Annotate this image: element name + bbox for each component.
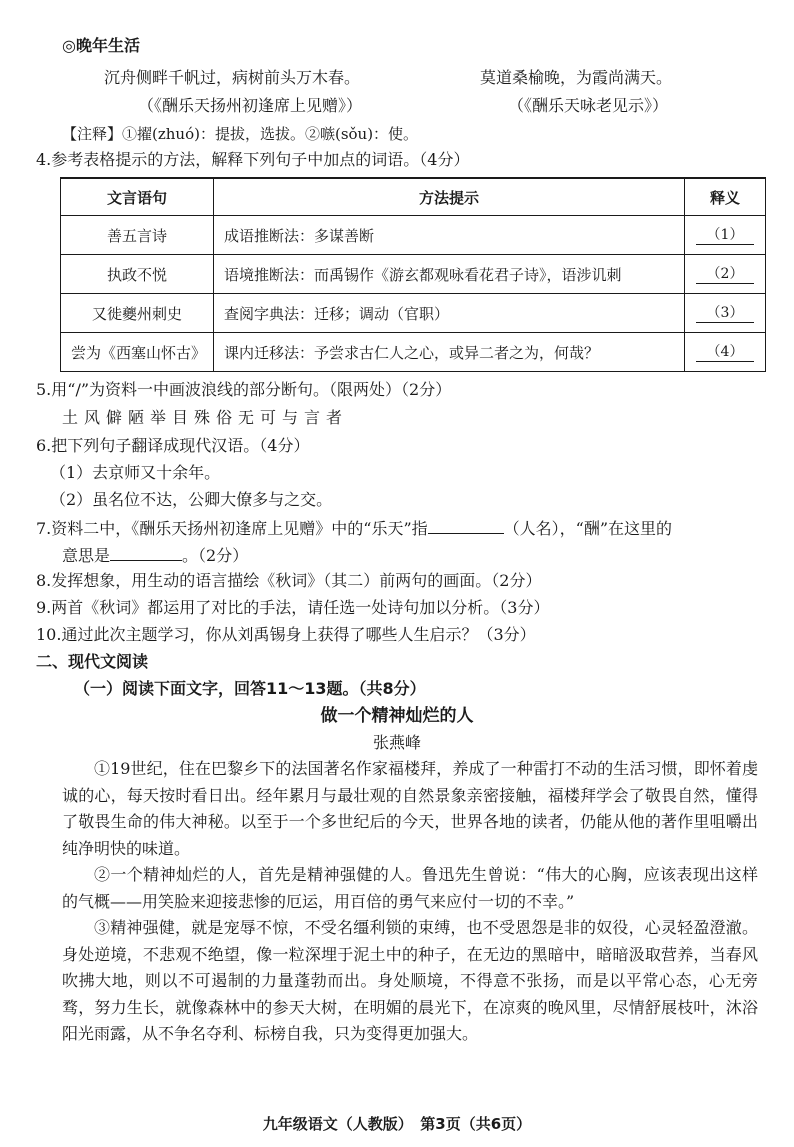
question-7-blank-name[interactable] bbox=[428, 517, 504, 534]
paragraph-2: ②一个精神灿烂的人，首先是精神强健的人。鲁迅先生曾说：“伟大的心胸，应该表现出这样的气概——用笑脸来迎接悲惨的厄运，用百倍的勇气来应付一切的不幸。” bbox=[62, 865, 758, 911]
question-7-text-c: 意思是 bbox=[62, 546, 111, 565]
question-5-stem: 5.用“/”为资料一中画波浪线的部分断句。（限两处）（2分） bbox=[36, 380, 452, 399]
question-7-text-b: （人名），“酬”在这里的 bbox=[503, 519, 673, 538]
question-6-sentence-2: （2）虽名位不达，公卿大僚多与之交。 bbox=[50, 490, 333, 509]
poem-line-left: 沉舟侧畔千帆过，病树前头万木春。 bbox=[104, 68, 361, 87]
phrase-cell: 又徙夔州刺史 bbox=[61, 294, 214, 333]
question-5-text: 土风僻陋举目殊俗无可与言者 bbox=[62, 408, 349, 427]
article-title: 做一个精神灿烂的人 bbox=[320, 706, 474, 726]
table-header-row bbox=[61, 178, 766, 216]
method-cell: 成语推断法：多谋善断 bbox=[214, 216, 685, 255]
question-6-sentence-1: （1）去京师又十余年。 bbox=[50, 463, 221, 482]
section-2-heading: 二、现代文阅读 bbox=[36, 652, 149, 671]
question-9: 9.两首《秋词》都运用了对比的手法，请任选一处诗句加以分析。（3分） bbox=[36, 598, 550, 617]
question-7-blank-meaning[interactable] bbox=[110, 544, 182, 561]
article-body bbox=[62, 756, 758, 1048]
annotation-note: 【注释】①擢(zhuó)：提拔，选拔。②嗾(sǒu)：使。 bbox=[62, 125, 419, 143]
answer-cell[interactable] bbox=[685, 333, 766, 372]
method-cell: 查阅字典法：迁移；调动（官职） bbox=[214, 294, 685, 333]
phrase-cell: 善五言诗 bbox=[61, 216, 214, 255]
table-row bbox=[61, 333, 766, 372]
table-row bbox=[61, 294, 766, 333]
article-author: 张燕峰 bbox=[372, 733, 421, 752]
question-6-stem: 6.把下列句子翻译成现代汉语。（4分） bbox=[36, 436, 310, 455]
question-8: 8.发挥想象，用生动的语言描绘《秋词》（其二）前两句的画面。（2分） bbox=[36, 571, 542, 590]
table-header: 方法提示 bbox=[214, 178, 685, 216]
section-2-subheading: （一）阅读下面文字，回答11～13题。（共8分） bbox=[74, 679, 426, 698]
method-cell: 课内迁移法：予尝求古仁人之心，或异二者之为，何哉？ bbox=[214, 333, 685, 372]
answer-cell[interactable] bbox=[685, 294, 766, 333]
section-heading-late-life: ◎晚年生活 bbox=[62, 36, 140, 55]
question-7-line-1 bbox=[36, 517, 672, 539]
question-7-text-d: 。（2分） bbox=[182, 546, 249, 565]
poem-source-left: （《酬乐天扬州初逢席上见赠》） bbox=[138, 96, 363, 115]
table-row bbox=[61, 216, 766, 255]
table-header: 文言语句 bbox=[61, 178, 214, 216]
page-footer: 九年级语文（人教版） 第3页（共6页） bbox=[262, 1115, 532, 1133]
table-header: 释义 bbox=[685, 178, 766, 216]
phrase-cell: 尝为《西塞山怀古》 bbox=[61, 333, 214, 372]
poem-source-right: （《酬乐天咏老见示》） bbox=[508, 96, 669, 115]
question-7-text-a: 7.资料二中，《酬乐天扬州初逢席上见赠》中的“乐天”指 bbox=[36, 519, 428, 538]
paragraph-3: ③精神强健，就是宠辱不惊，不受名缰利锁的束缚，也不受恩怨是非的奴役，心灵轻盈澄澈。身处逆境，不悲观不绝望，像一粒深埋于泥土中的种子，在无边的黑暗中，暗暗汲取营养，当春风吹拂大地，则以不可遏制的力量蓬勃而出。身处顺境，不得意不张扬，而是以平常心态，心无旁骛，努力生长，就像森林中的参天大树，在明媚的晨光下，在凉爽的晚风里，尽情舒展枝叶，沐浴阳光雨露，从不争名夺利、标榜自我，只为变得更加强大。 bbox=[62, 918, 758, 1043]
question-7-line-2 bbox=[62, 544, 248, 566]
answer-blank[interactable]: （3） bbox=[696, 304, 754, 323]
answer-blank[interactable]: （2） bbox=[696, 265, 754, 284]
phrase-cell: 执政不悦 bbox=[61, 255, 214, 294]
paragraph-1: ①19世纪，住在巴黎乡下的法国著名作家福楼拜，养成了一种雷打不动的生活习惯，即怀着虔诚的心，每天按时看日出。经年累月与最壮观的自然景象亲密接触，福楼拜学会了敬畏自然，懂得了敬畏生命的伟大神秘。以至于一个多世纪后的今天，世界各地的读者，仍能从他的著作里咀嚼出纯净明快的味道。 bbox=[62, 759, 758, 858]
question-10: 10.通过此次主题学习，你从刘禹锡身上获得了哪些人生启示？（3分） bbox=[36, 625, 536, 644]
answer-cell[interactable] bbox=[685, 255, 766, 294]
method-table bbox=[60, 177, 766, 372]
question-4-stem: 4.参考表格提示的方法，解释下列句子中加点的词语。（4分） bbox=[36, 150, 470, 169]
answer-blank[interactable]: （1） bbox=[696, 226, 754, 245]
poem-line-right: 莫道桑榆晚，为霞尚满天。 bbox=[480, 68, 673, 87]
answer-blank[interactable]: （4） bbox=[696, 343, 754, 362]
answer-cell[interactable] bbox=[685, 216, 766, 255]
table-row bbox=[61, 255, 766, 294]
method-cell: 语境推断法：而禹锡作《游玄都观咏看花君子诗》，语涉讥刺 bbox=[214, 255, 685, 294]
